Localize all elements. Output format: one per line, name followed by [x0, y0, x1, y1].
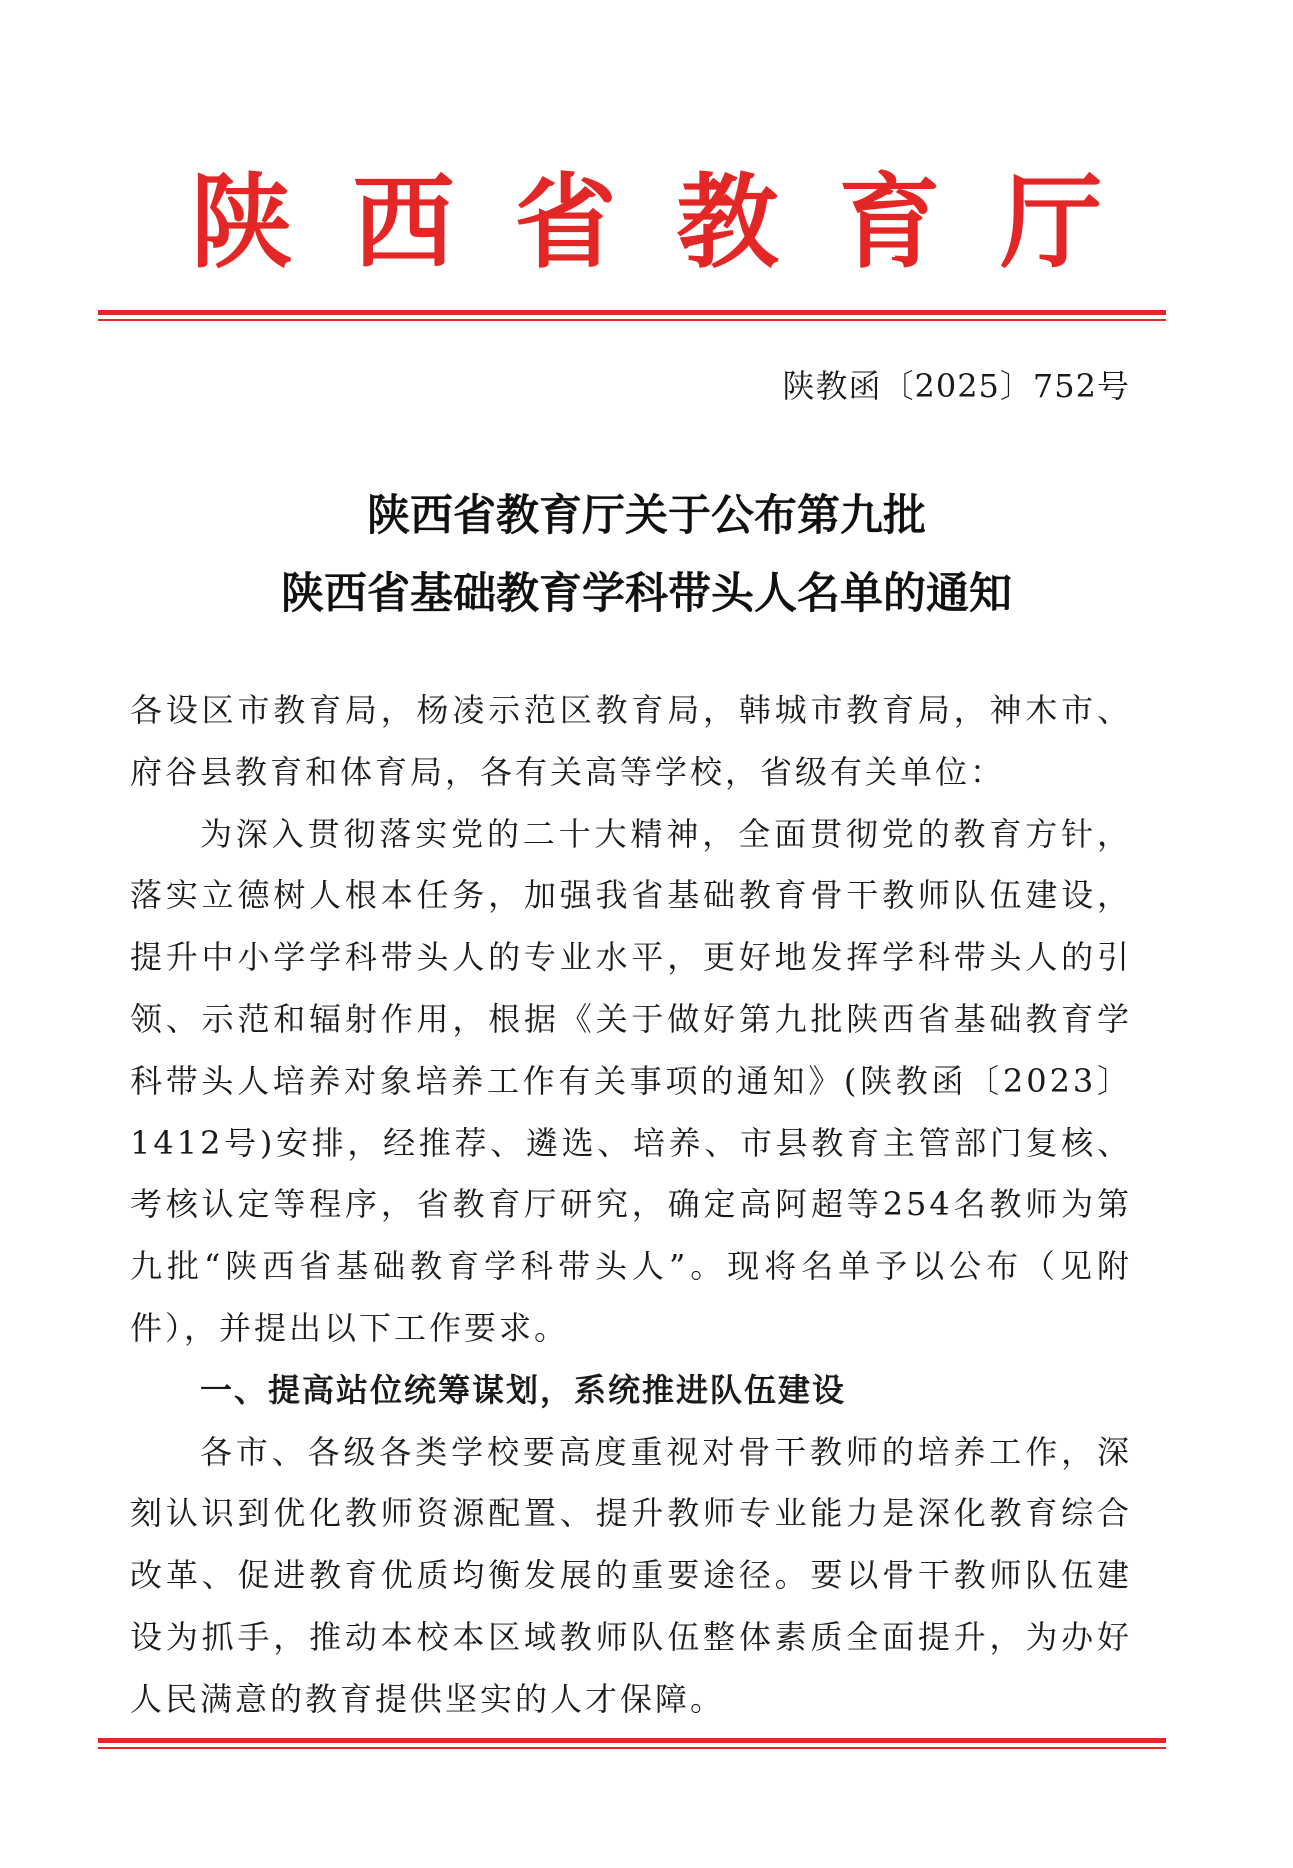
- section-paragraph: 各市、各级各类学校要高度重视对骨干教师的培养工作，深刻认识到优化教师资源配置、提升教师专业能力是深化教育综合改革、促进教育优质均衡发展的重要途径。要以骨干教师队伍建设为抓手，推动本校本区域教师队伍整体素质全面提升，为办好人民满意的教育提供坚实的人才保障。: [130, 1432, 1132, 1718]
- document-title-line-2: 陕西省基础教育学科带头人名单的通知: [281, 569, 1012, 619]
- agency-header: 陕西省教育厅: [190, 163, 1163, 283]
- recipients-paragraph: 各设区市教育局，杨凌示范区教育局，韩城市教育局，神木市、府谷县教育和体育局，各有关高等学校，省级有关单位：: [130, 691, 1132, 791]
- footer-red-rule: [98, 1738, 1166, 1749]
- body-paragraph: 为深入贯彻落实党的二十大精神，全面贯彻党的教育方针，落实立德树人根本任务，加强我省基础教育骨干教师队伍建设，提升中小学学科带头人的专业水平，更好地发挥学科带头人的引领、示范和辐射作用，根据《关于做好第九批陕西省基础教育学科带头人培养对象培养工作有关事项的通知》(陕教函〔2023〕1412号)安排，经推荐、遴选、培养、市县教育主管部门复核、考核认定等程序，省教育厅研究，确定高阿超等254名教师为第九批“陕西省基础教育学科带头人”。现将名单予以公布（见附件），并提出以下工作要求。: [130, 814, 1132, 1347]
- document-body: [130, 680, 1132, 1731]
- red-rule-thin: [98, 1747, 1166, 1749]
- red-rule-thick: [98, 310, 1166, 315]
- red-rule-thin: [98, 319, 1166, 321]
- section-heading: 一、提高站位统筹谋划，系统推进队伍建设: [200, 1370, 847, 1409]
- red-rule-thick: [98, 1738, 1166, 1743]
- header-red-rule: [98, 310, 1166, 321]
- document-number: 陕教函〔2025〕752号: [782, 367, 1130, 405]
- document-title-line-1: 陕西省教育厅关于公布第九批: [367, 491, 926, 541]
